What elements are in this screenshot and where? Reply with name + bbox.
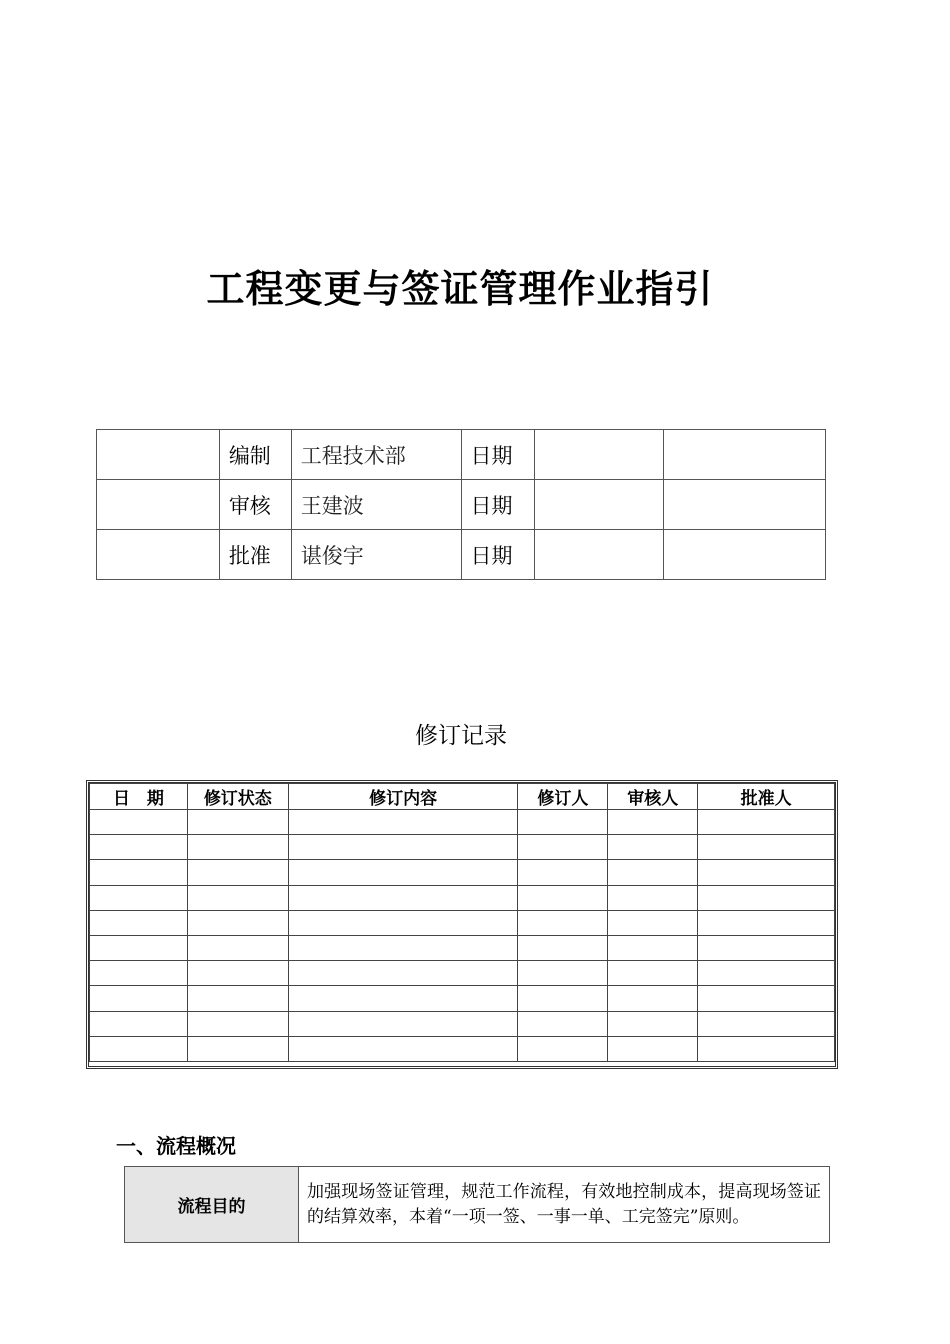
revision-empty-cell [518, 860, 608, 885]
date-label: 日期 [461, 430, 535, 480]
revision-empty-cell [90, 935, 188, 960]
revision-empty-row [90, 885, 835, 910]
revision-header-row [90, 784, 835, 810]
revision-empty-cell [90, 810, 188, 835]
revision-empty-cell [288, 935, 518, 960]
role-name: 工程技术部 [291, 430, 461, 480]
purpose-label: 流程目的 [125, 1167, 299, 1243]
revision-empty-cell [608, 1011, 698, 1036]
revision-empty-cell [90, 910, 188, 935]
revision-empty-cell [698, 1036, 835, 1061]
revision-empty-cell [608, 910, 698, 935]
section-heading: 一、流程概况 [116, 1134, 236, 1158]
revision-empty-cell [608, 835, 698, 860]
revision-empty-cell [608, 885, 698, 910]
date-value-cell [535, 430, 664, 480]
revision-empty-row [90, 910, 835, 935]
revision-empty-cell [288, 961, 518, 986]
revision-record-frame [86, 780, 838, 1069]
revision-empty-cell [90, 1011, 188, 1036]
revision-empty-cell [698, 935, 835, 960]
revision-empty-cell [187, 835, 288, 860]
revision-empty-cell [288, 910, 518, 935]
revision-empty-cell [698, 860, 835, 885]
revision-empty-cell [90, 961, 188, 986]
header-reviewer: 审核人 [608, 784, 698, 810]
revision-empty-cell [608, 961, 698, 986]
revision-empty-cell [608, 810, 698, 835]
revision-empty-cell [698, 986, 835, 1011]
revision-empty-cell [698, 835, 835, 860]
revision-empty-cell [518, 986, 608, 1011]
revision-empty-cell [518, 810, 608, 835]
approval-blank-cell [97, 480, 220, 530]
purpose-text: 加强现场签证管理，规范工作流程，有效地控制成本，提高现场签证的结算效率，本着“一项一签、一事一单、工完签完”原则。 [299, 1167, 830, 1243]
role-label: 批准 [219, 530, 291, 580]
revision-empty-cell [518, 1011, 608, 1036]
revision-empty-cell [608, 860, 698, 885]
role-label: 编制 [219, 430, 291, 480]
header-status: 修订状态 [187, 784, 288, 810]
signature-cell [664, 530, 826, 580]
header-approver: 批准人 [698, 784, 835, 810]
revision-empty-cell [288, 810, 518, 835]
header-date: 日 期 [90, 784, 188, 810]
revision-empty-cell [187, 986, 288, 1011]
revision-table [89, 783, 835, 1062]
date-value-cell [535, 530, 664, 580]
revision-empty-cell [90, 1036, 188, 1061]
header-reviser: 修订人 [518, 784, 608, 810]
revision-empty-cell [288, 986, 518, 1011]
approval-row-compile [97, 430, 826, 480]
revision-empty-cell [698, 810, 835, 835]
date-value-cell [535, 480, 664, 530]
revision-empty-cell [698, 961, 835, 986]
revision-empty-cell [187, 885, 288, 910]
revision-empty-cell [698, 910, 835, 935]
revision-empty-cell [90, 885, 188, 910]
date-label: 日期 [461, 480, 535, 530]
revision-empty-cell [288, 1011, 518, 1036]
revision-empty-row [90, 860, 835, 885]
approval-row-approve [97, 530, 826, 580]
document-title: 工程变更与签证管理作业指引 [206, 267, 714, 311]
revision-empty-row [90, 835, 835, 860]
signature-cell [664, 430, 826, 480]
revision-body [90, 810, 835, 1062]
revision-empty-cell [288, 1036, 518, 1061]
revision-record-title: 修订记录 [415, 723, 507, 749]
header-content: 修订内容 [288, 784, 518, 810]
approval-row-review [97, 480, 826, 530]
revision-empty-cell [187, 810, 288, 835]
revision-empty-cell [187, 1011, 288, 1036]
revision-empty-cell [187, 860, 288, 885]
role-name: 谌俊宇 [291, 530, 461, 580]
revision-empty-cell [90, 986, 188, 1011]
revision-empty-cell [698, 1011, 835, 1036]
approval-blank-cell [97, 530, 220, 580]
revision-empty-cell [608, 986, 698, 1011]
revision-empty-cell [518, 885, 608, 910]
revision-empty-cell [518, 910, 608, 935]
revision-empty-cell [518, 1036, 608, 1061]
revision-empty-row [90, 986, 835, 1011]
revision-empty-row [90, 1011, 835, 1036]
signature-cell [664, 480, 826, 530]
revision-empty-cell [288, 860, 518, 885]
revision-empty-row [90, 935, 835, 960]
revision-empty-cell [187, 910, 288, 935]
revision-empty-cell [518, 835, 608, 860]
revision-empty-cell [608, 935, 698, 960]
revision-empty-cell [518, 961, 608, 986]
revision-empty-cell [187, 935, 288, 960]
revision-empty-cell [288, 885, 518, 910]
purpose-row [125, 1167, 830, 1243]
revision-empty-row [90, 961, 835, 986]
role-label: 审核 [219, 480, 291, 530]
process-overview-table [124, 1166, 830, 1243]
revision-empty-cell [90, 860, 188, 885]
role-name: 王建波 [291, 480, 461, 530]
revision-empty-cell [518, 935, 608, 960]
revision-empty-cell [187, 1036, 288, 1061]
approval-table [96, 429, 826, 580]
revision-empty-cell [187, 961, 288, 986]
approval-blank-cell [97, 430, 220, 480]
revision-empty-cell [698, 885, 835, 910]
date-label: 日期 [461, 530, 535, 580]
revision-empty-cell [288, 835, 518, 860]
revision-empty-cell [90, 835, 188, 860]
revision-empty-row [90, 1036, 835, 1061]
revision-empty-cell [608, 1036, 698, 1061]
revision-empty-row [90, 810, 835, 835]
